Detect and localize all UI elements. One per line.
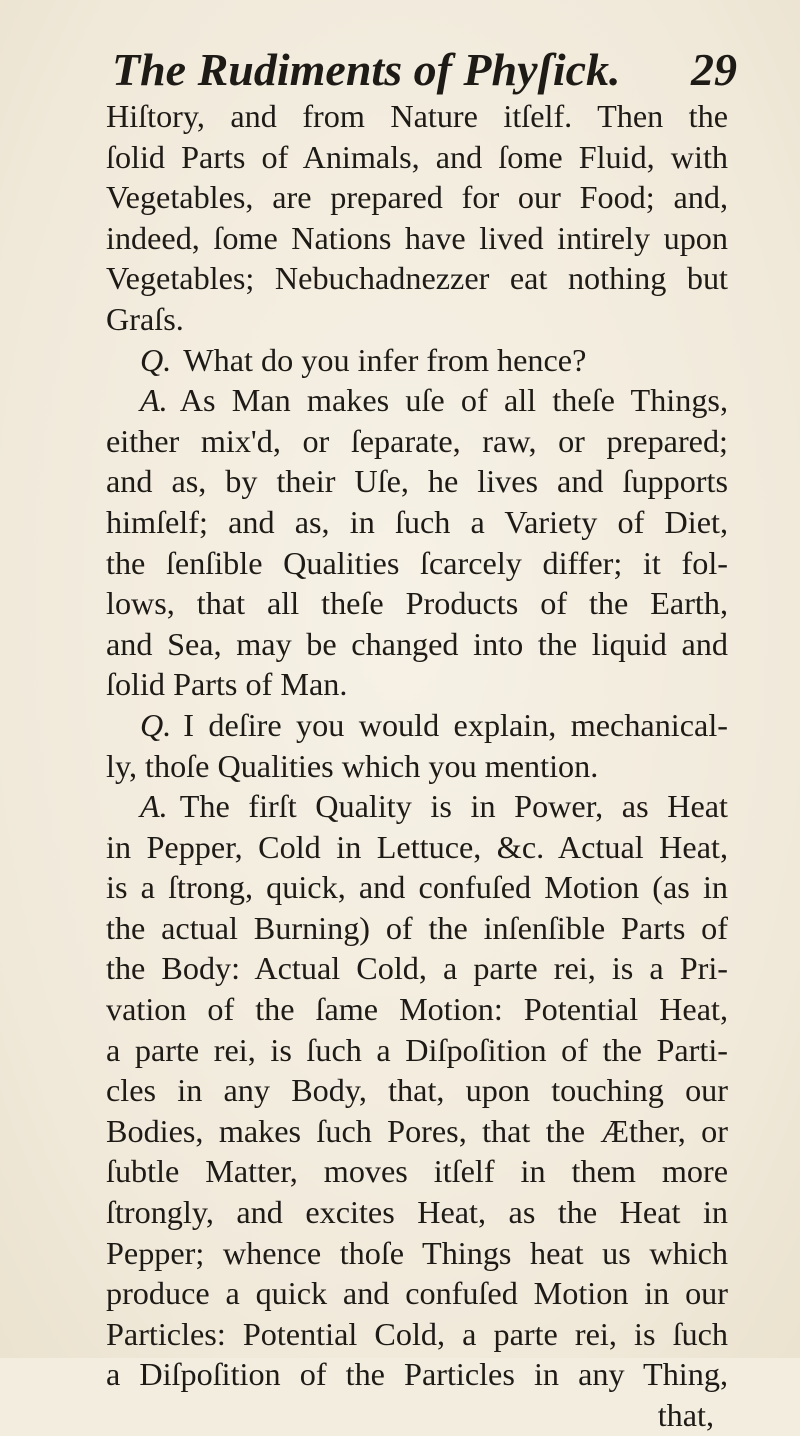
- line-text: What do you infer from hence?: [183, 341, 587, 378]
- line-text: ſolid Parts of Animals, and ſome Fluid, with: [106, 138, 728, 175]
- line-text: Bodies, makes ſuch Pores, that the Æther, or: [106, 1112, 728, 1149]
- text-line: [106, 340, 728, 381]
- text-line: [106, 1192, 728, 1233]
- line-text: indeed, ſome Nations have lived intirely upon: [106, 219, 728, 256]
- line-text: I deſire you would explain, mechanical-: [183, 706, 728, 743]
- text-line: [106, 1030, 728, 1071]
- line-text: ſtrongly, and excites Heat, as the Heat in: [106, 1194, 728, 1231]
- text-line: [106, 96, 728, 137]
- running-header: [112, 40, 737, 100]
- text-line: [106, 583, 728, 624]
- text-line: [106, 1111, 728, 1152]
- body-text: [106, 96, 728, 1436]
- dialogue-speaker: A.: [140, 382, 168, 419]
- line-text: a Diſpoſition of the Particles in any Thing,: [106, 1356, 728, 1393]
- line-text: is a ſtrong, quick, and confuſed Motion (as in: [106, 869, 728, 906]
- line-text: a parte rei, is ſuch a Diſpoſition of the Parti-: [106, 1031, 728, 1068]
- text-line: [106, 705, 728, 746]
- line-text: As Man makes uſe of all theſe Things,: [179, 382, 728, 419]
- line-text: the actual Burning) of the inſenſible Parts of: [106, 909, 728, 946]
- text-line: [106, 299, 728, 340]
- dialogue-speaker: A.: [140, 788, 168, 825]
- text-line: [106, 461, 728, 502]
- line-text: produce a quick and confuſed Motion in our: [106, 1275, 728, 1312]
- line-text: cles in any Body, that, upon touching our: [106, 1072, 728, 1109]
- line-text: and as, by their Uſe, he lives and ſupports: [106, 463, 728, 500]
- line-text: Particles: Potential Cold, a parte rei, is ſuch: [106, 1315, 728, 1352]
- line-text: either mix'd, or ſeparate, raw, or prepared;: [106, 422, 728, 459]
- text-line: [106, 786, 728, 827]
- dialogue-speaker: Q.: [140, 706, 172, 743]
- text-line: [106, 827, 728, 868]
- text-line: [106, 1233, 728, 1274]
- text-line: [106, 624, 728, 665]
- text-line: [106, 380, 728, 421]
- line-text: and Sea, may be changed into the liquid and: [106, 625, 728, 662]
- text-line: [106, 137, 728, 178]
- text-line: [106, 1395, 728, 1436]
- line-text: himſelf; and as, in ſuch a Variety of Diet,: [106, 503, 728, 540]
- text-line: [106, 867, 728, 908]
- line-text: the Body: Actual Cold, a parte rei, is a Pri-: [106, 950, 728, 987]
- line-text: the ſenſible Qualities ſcarcely differ; it fol-: [106, 544, 728, 581]
- line-text: Vegetables; Nebuchadnezzer eat nothing but: [106, 260, 728, 297]
- text-line: [106, 218, 728, 259]
- text-line: [106, 989, 728, 1030]
- line-text: vation of the ſame Motion: Potential Heat,: [106, 991, 728, 1028]
- line-text: ſolid Parts of Man.: [106, 666, 348, 703]
- text-line: [106, 1273, 728, 1314]
- line-text: ſubtle Matter, moves itſelf in them more: [106, 1153, 728, 1190]
- running-title: The Rudiments of Phyſick.: [112, 44, 621, 95]
- text-line: [106, 1151, 728, 1192]
- text-line: [106, 543, 728, 584]
- text-line: [106, 258, 728, 299]
- line-text: lows, that all theſe Products of the Earth,: [106, 585, 728, 622]
- page-number: 29: [691, 44, 737, 95]
- line-text: Vegetables, are prepared for our Food; and,: [106, 179, 728, 216]
- text-line: [106, 502, 728, 543]
- line-text: that,: [657, 1397, 714, 1433]
- line-text: Pepper; whence thoſe Things heat us which: [106, 1234, 728, 1271]
- text-line: [106, 746, 728, 787]
- text-line: [106, 664, 728, 705]
- line-text: Hiſtory, and from Nature itſelf. Then the: [106, 98, 728, 134]
- line-text: The firſt Quality is in Power, as Heat: [179, 788, 728, 825]
- dialogue-speaker: Q.: [140, 341, 172, 378]
- line-text: Graſs.: [106, 300, 184, 337]
- text-line: [106, 1314, 728, 1355]
- text-line: [106, 1070, 728, 1111]
- line-text: in Pepper, Cold in Lettuce, &c. Actual Heat,: [106, 828, 728, 865]
- text-line: [106, 177, 728, 218]
- text-line: [106, 948, 728, 989]
- text-line: [106, 1354, 728, 1395]
- text-line: [106, 421, 728, 462]
- line-text: ly, thoſe Qualities which you mention.: [106, 747, 599, 784]
- text-line: [106, 908, 728, 949]
